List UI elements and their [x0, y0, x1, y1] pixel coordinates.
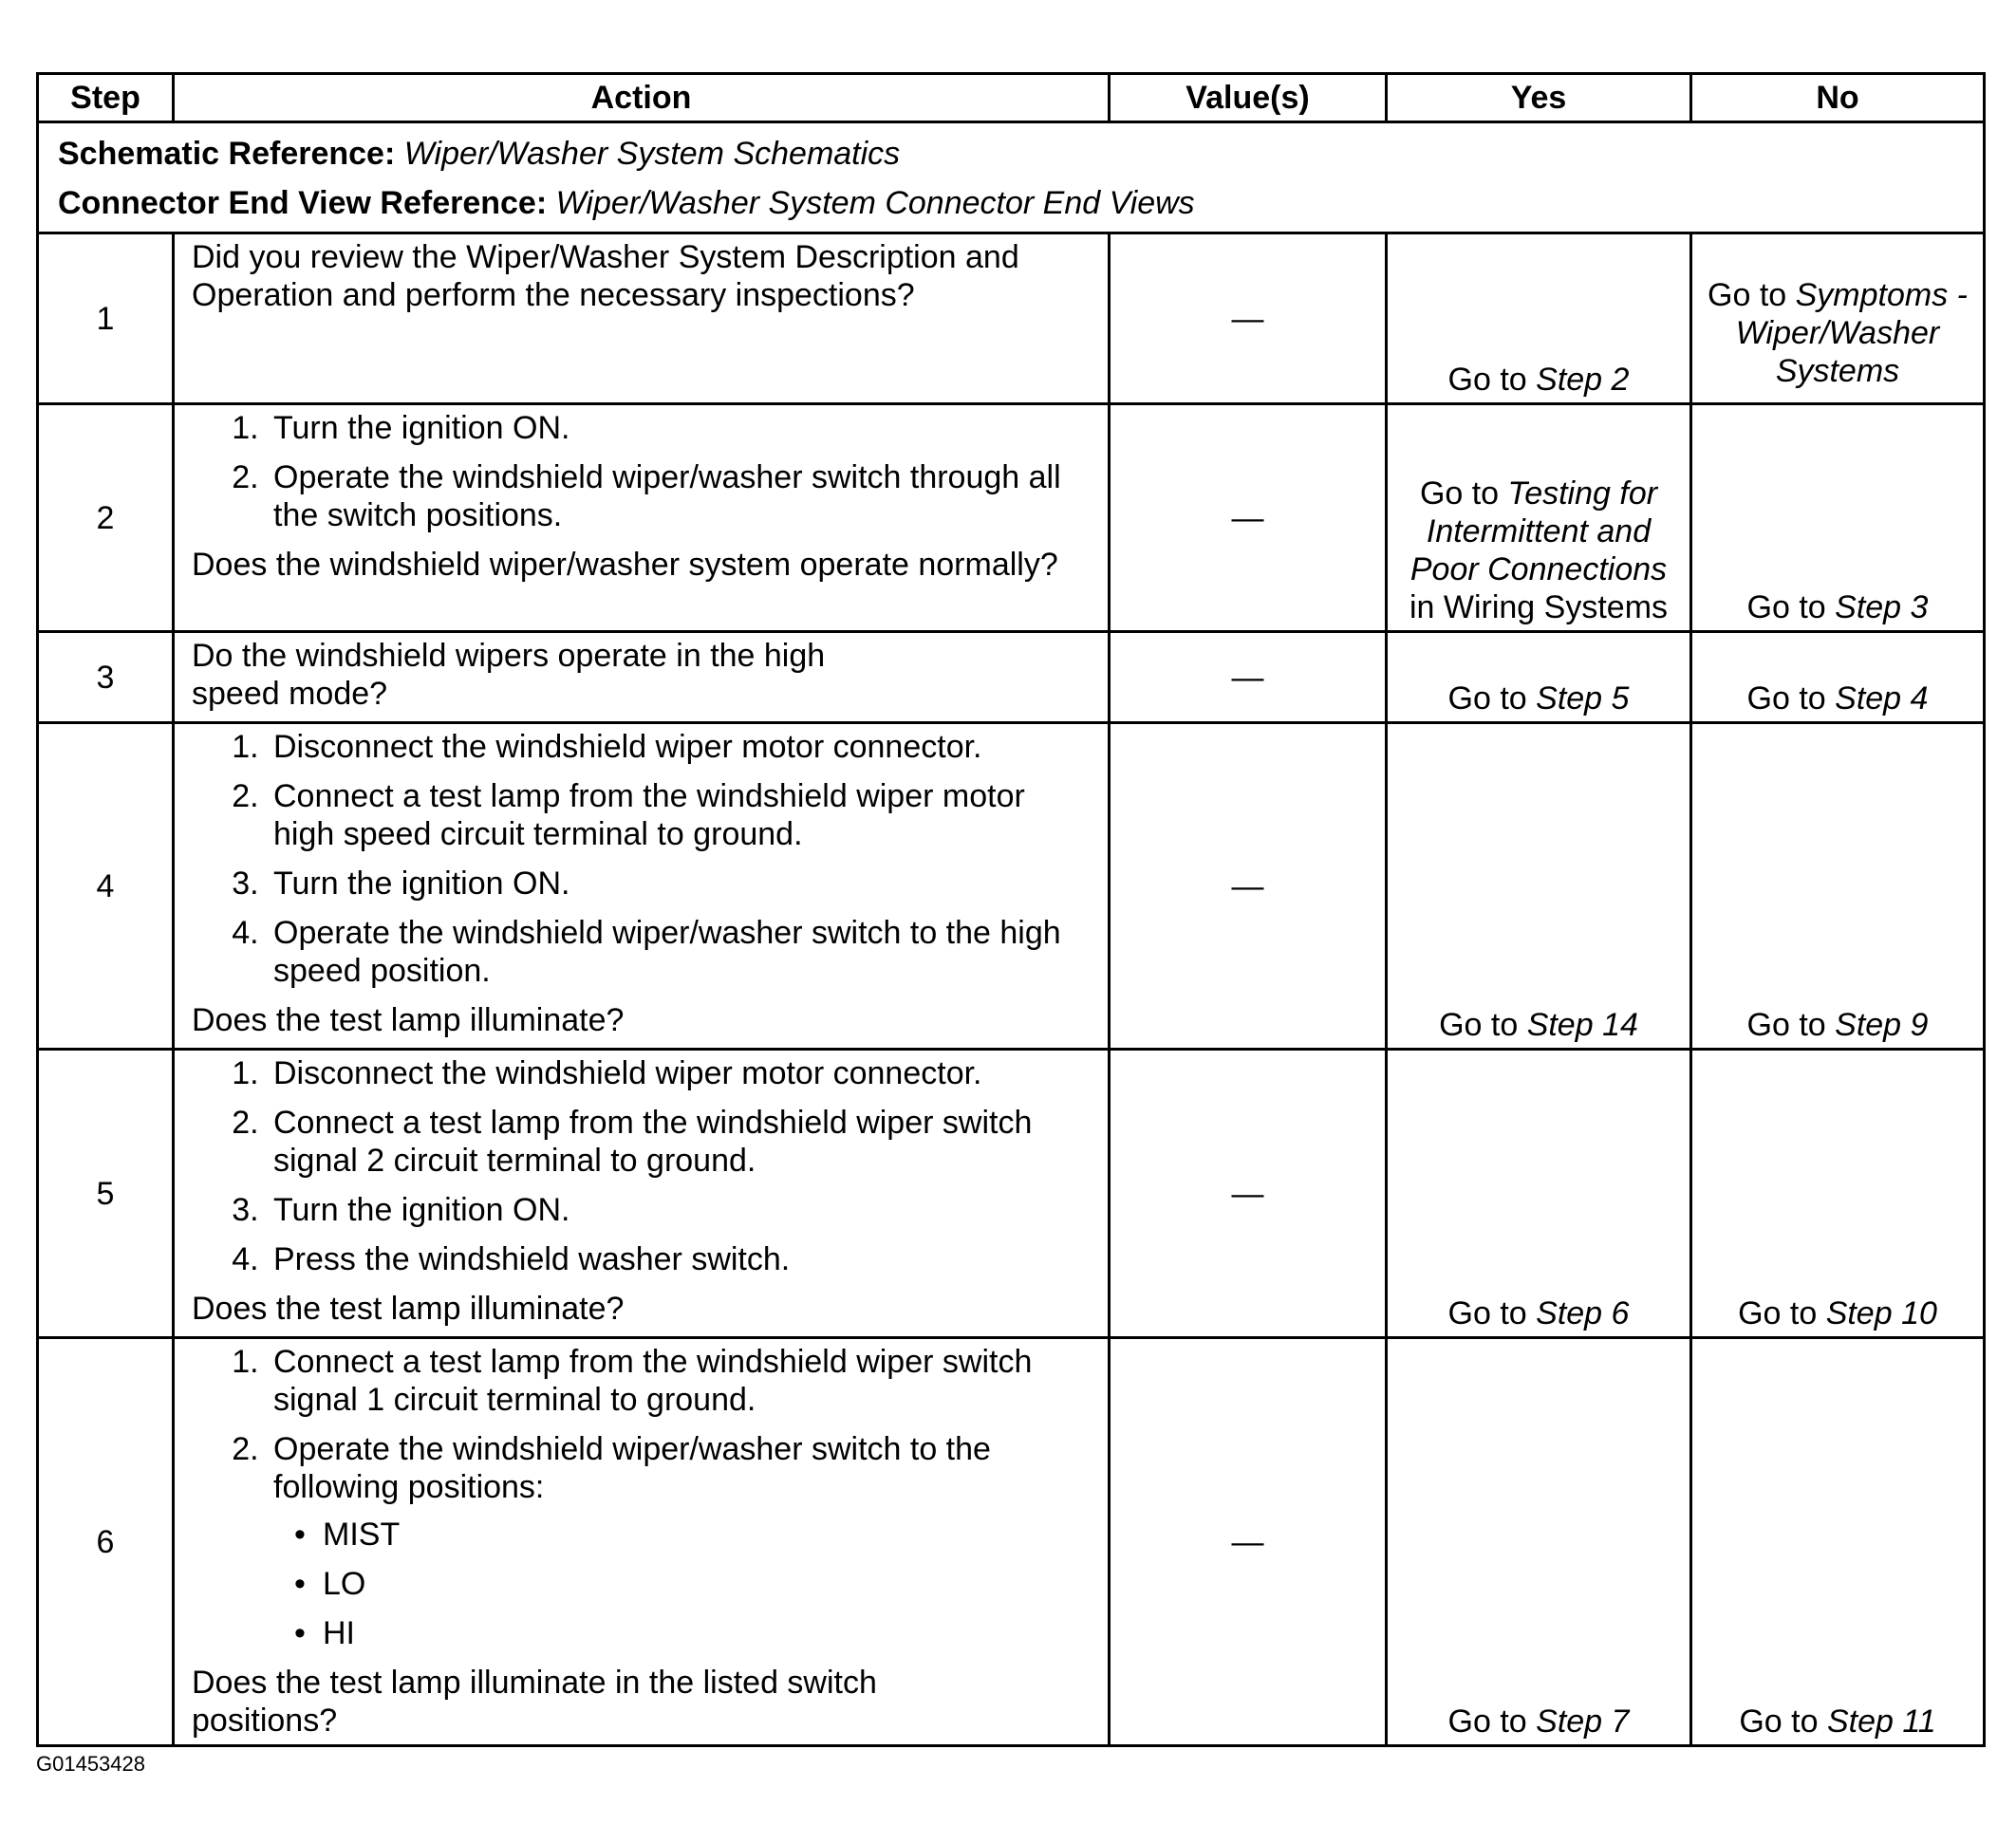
action-step: 1. Disconnect the windshield wiper motor connector.: [268, 1054, 1094, 1092]
no-cell: [1691, 1050, 1985, 1338]
header-yes: Yes: [1387, 74, 1691, 122]
action-step-text: Operate the windshield wiper/washer switch to the following positions:: [273, 1431, 991, 1505]
yes-cell: [1387, 1338, 1691, 1746]
no-prefix: Go to: [1738, 1295, 1826, 1331]
action-step: 3. Turn the ignition ON.: [268, 1191, 1094, 1229]
action-step: 2. Connect a test lamp from the windshield wiper switch signal 2 circuit terminal to ground.: [268, 1104, 1094, 1180]
action-question: Does the test lamp illuminate?: [192, 1002, 625, 1038]
step-number: 4: [38, 723, 174, 1050]
no-link[interactable]: Step 11: [1826, 1703, 1936, 1740]
no-link[interactable]: Step 3: [1835, 589, 1929, 625]
action-cell: [174, 404, 1110, 632]
step-number: 6: [38, 1338, 174, 1746]
table-row: [38, 404, 1985, 632]
value-cell: —: [1110, 1338, 1387, 1746]
no-prefix: Go to: [1746, 589, 1836, 625]
yes-cell: [1387, 723, 1691, 1050]
reference-cell: [38, 122, 1985, 233]
position-list: [273, 1516, 1094, 1652]
step-number: 3: [38, 632, 174, 723]
step-number: 2: [38, 404, 174, 632]
connector-reference-link[interactable]: Wiper/Washer System Connector End Views: [555, 185, 1195, 221]
yes-link[interactable]: Testing for Intermittent and Poor Connections: [1409, 475, 1668, 587]
value-cell: —: [1110, 233, 1387, 404]
no-cell: [1691, 632, 1985, 723]
value-cell: —: [1110, 1050, 1387, 1338]
step-number: 1: [38, 233, 174, 404]
no-cell: [1691, 1338, 1985, 1746]
action-question: Does the test lamp illuminate in the listed switch positions?: [192, 1665, 877, 1739]
yes-link[interactable]: Step 2: [1536, 362, 1630, 398]
no-prefix: Go to: [1746, 1007, 1836, 1043]
position-item: [294, 1614, 1094, 1652]
yes-prefix: Go to: [1447, 1703, 1537, 1740]
no-link[interactable]: Step 4: [1835, 680, 1929, 717]
schematic-reference: [58, 129, 1964, 178]
no-cell: [1691, 404, 1985, 632]
action-step: 1. Disconnect the windshield wiper motor connector.: [268, 728, 1094, 766]
header-values: Value(s): [1110, 74, 1387, 122]
action-step: 4. Operate the windshield wiper/washer switch to the high speed position.: [268, 914, 1094, 990]
connector-reference: [58, 178, 1964, 228]
table-row: [38, 723, 1985, 1050]
bullet-icon: •: [294, 1517, 306, 1553]
bullet-icon: •: [294, 1566, 306, 1602]
yes-prefix: Go to: [1447, 1295, 1537, 1331]
no-link[interactable]: Step 9: [1835, 1007, 1929, 1043]
action-question: Does the test lamp illuminate?: [192, 1291, 625, 1327]
action-question: Does the windshield wiper/washer system operate normally?: [192, 547, 1058, 583]
schematic-reference-link[interactable]: Wiper/Washer System Schematics: [403, 136, 901, 172]
bullet-icon: •: [294, 1615, 306, 1651]
action-step: 4. Press the windshield washer switch.: [268, 1240, 1094, 1278]
action-cell: [174, 1050, 1110, 1338]
position-label: LO: [323, 1566, 366, 1602]
header-step: Step: [38, 74, 174, 122]
action-step: 2. Operate the windshield wiper/washer switch through all the switch positions.: [268, 458, 1094, 534]
yes-suffix: in Wiring Systems: [1409, 589, 1669, 625]
connector-reference-label: Connector End View Reference:: [58, 185, 548, 221]
yes-prefix: Go to: [1447, 680, 1537, 717]
header-row: [38, 74, 1985, 122]
yes-cell: [1387, 1050, 1691, 1338]
position-label: HI: [323, 1615, 355, 1651]
action-step: 2. Connect a test lamp from the windshield wiper motor high speed circuit terminal to ground.: [268, 777, 1094, 853]
step-number: 5: [38, 1050, 174, 1338]
position-item: [294, 1516, 1094, 1554]
no-cell: [1691, 233, 1985, 404]
no-prefix: Go to: [1708, 277, 1796, 313]
no-prefix: Go to: [1746, 680, 1836, 717]
yes-cell: [1387, 632, 1691, 723]
yes-prefix: Go to: [1419, 475, 1508, 512]
yes-prefix: Go to: [1447, 362, 1537, 398]
header-action: Action: [174, 74, 1110, 122]
action-question: Did you review the Wiper/Washer System Description and Operation and perform the necessary inspections?: [192, 239, 1019, 313]
action-steps: [192, 1054, 1094, 1278]
position-label: MIST: [323, 1517, 401, 1553]
action-cell: [174, 723, 1110, 1050]
yes-link[interactable]: Step 7: [1536, 1703, 1630, 1740]
yes-link[interactable]: Step 5: [1536, 680, 1630, 717]
action-steps: [192, 409, 1094, 534]
action-cell: [174, 233, 1110, 404]
diagnostic-table: [36, 72, 1986, 1747]
no-prefix: Go to: [1739, 1703, 1827, 1740]
action-cell: [174, 1338, 1110, 1746]
table-row: [38, 233, 1985, 404]
yes-link[interactable]: Step 6: [1536, 1295, 1630, 1331]
table-row: [38, 632, 1985, 723]
yes-cell: [1387, 233, 1691, 404]
action-question: Do the windshield wipers operate in the high speed mode?: [192, 638, 826, 712]
position-item: [294, 1565, 1094, 1603]
action-step: 1. Turn the ignition ON.: [268, 409, 1094, 447]
header-no: No: [1691, 74, 1985, 122]
action-step: 1. Connect a test lamp from the windshield wiper switch signal 1 circuit terminal to ground.: [268, 1343, 1094, 1419]
action-cell: [174, 632, 1110, 723]
value-cell: —: [1110, 723, 1387, 1050]
table-row: [38, 1050, 1985, 1338]
no-link[interactable]: Step 10: [1825, 1295, 1937, 1331]
no-cell: [1691, 723, 1985, 1050]
schematic-reference-label: Schematic Reference:: [58, 136, 396, 172]
value-cell: —: [1110, 404, 1387, 632]
action-steps: [192, 728, 1094, 990]
reference-row: [38, 122, 1985, 233]
yes-prefix: Go to: [1439, 1007, 1527, 1043]
value-cell: —: [1110, 632, 1387, 723]
table-row: [38, 1338, 1985, 1746]
yes-cell: [1387, 404, 1691, 632]
action-steps: [192, 1343, 1094, 1652]
figure-id: G01453428: [36, 1752, 145, 1776]
action-step: 3. Turn the ignition ON.: [268, 865, 1094, 903]
no-link[interactable]: Symptoms - Wiper/Washer Systems: [1735, 277, 1968, 389]
yes-link[interactable]: Step 14: [1526, 1007, 1638, 1043]
action-step: [268, 1430, 1094, 1652]
